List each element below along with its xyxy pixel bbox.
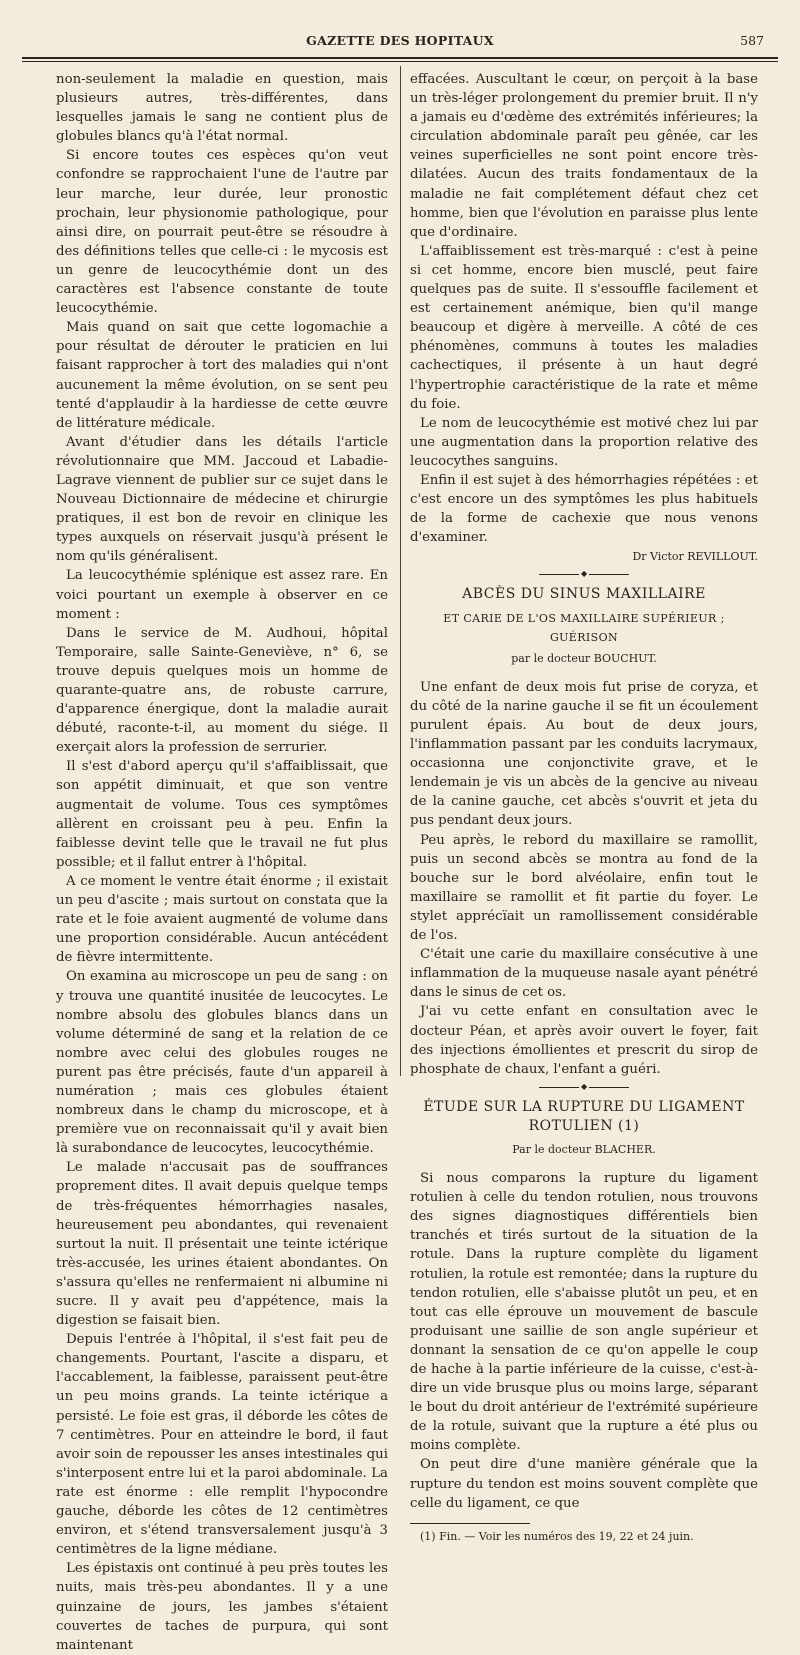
paragraph: Mais quand on sait que cette logomachie a pour résultat de dérouter le praticien en lui faisant rapprocher à tort des maladies qui n'ont aucunement la même évolution, on se sent peu tenté d'applaudir à la hardiesse de cette œuvre de littérature médicale. [56, 320, 388, 431]
author-signature: Dr Victor REVILLOUT. [632, 550, 758, 564]
article-separator [539, 1087, 629, 1088]
paragraph: Dans le service de M. Audhoui, hôpital Temporaire, salle Sainte-Geneviève, n° 6, se trouve depuis quelques mois un homme de quarante-quatre ans, de robuste carrure, d'apparence énergique, dont la maladie aurait débuté, raconte-t-il, au moment du siége. Il exerçait alors la profession de serrurier. [56, 625, 388, 756]
journal-title: GAZETTE DES HOPITAUX [306, 33, 494, 48]
paragraph: On peut dire d'une manière générale que la rupture du tendon est moins souvent complète que celle du ligament, ce que [410, 1457, 758, 1511]
paragraph: Depuis l'entrée à l'hôpital, il s'est fait peu de changements. Pourtant, l'ascite a disparu, et l'accablement, la faiblesse, paraissent peut-être un peu moins grands. La teinte ictérique a persisté. Le foie est gras, il déborde les côtes de 7 centimètres. Pour en atteindre le bord, il faut avoir soin de repousser les anses intestinales qui s'interposent entre lui et la paroi abdominale. La rate est énorme : elle remplit l'hypocondre gauche, déborde les côtes de 12 centimètres environ, et s'étend transversalement jusqu'à 3 centimètres de la ligne médiane. [56, 1332, 388, 1558]
article-subtitle: ET CARIE DE L'OS MAXILLAIRE SUPÉRIEUR ; GUÉRISON [443, 611, 725, 644]
paragraph: Si nous comparons la rupture du ligament rotulien à celle du tendon rotulien, nous trouvons des signes diagnostiques différentiels bien tranchés et tirés surtout de la situation de la rotule. Dans la rupture complète du ligament rotulien, la rotule est remontée; dans la rupture du tendon rotulien, elle s'abaisse plutôt un peu, et en tout cas elle éprouve un mouvement de bascule produisant une saillie de son angle supérieur et donnant la sensation de ce qu'on appelle le coup de hache à la partie inférieure de la cuisse, c'est-à-dire un vide brusque plus ou moins large, séparant le bout du droit antérieur de l'extrémité supérieure de la rotule, suivant que la rupture a été plus ou moins complète. [410, 1171, 758, 1454]
paragraph: J'ai vu cette enfant en consultation avec le docteur Péan, et après avoir ouvert le foyer, fait des injections émollientes et prescrit du sirop de phosphate de chaux, l'enfant a guéri. [410, 1004, 758, 1077]
column-divider [400, 66, 401, 1076]
paragraph: C'était une carie du maxillaire consécutive à une inflammation de la muqueuse nasale ayant pénétré dans le sinus de cet os. [410, 947, 758, 1001]
article-title: ÉTUDE SUR LA RUPTURE DU LIGAMENT ROTULIEN (1) [423, 1098, 745, 1134]
paragraph: La leucocythémie splénique est assez rare. En voici pourtant un exemple à observer en ce moment : [56, 568, 388, 622]
page-header [20, 33, 780, 55]
paragraph: Avant d'étudier dans les détails l'article révolutionnaire que MM. Jaccoud et Labadie-Lagrave viennent de publier sur ce sujet dans le Nouveau Dictionnaire de médecine et chirurgie pratiques, il est bon de revoir en clinique les types auxquels on réservait jusqu'à présent le nom qu'ils généralisent. [56, 434, 388, 565]
paragraph: Il s'est d'abord aperçu qu'il s'affaiblissait, que son appétit diminuait, et que son ventre augmentait de volume. Tous ces symptômes allèrent en croissant peu à peu. Enfin la faiblesse devint telle que le travail ne fut plus possible; et il fallut entrer à l'hôpital. [56, 759, 388, 870]
paragraph: Si encore toutes ces espèces qu'on veut confondre se rapprochaient l'une de l'autre par leur marche, leur durée, leur pronostic prochain, leur physionomie pathologique, pour ainsi dire, on pourrait peut-être se résoudre à des définitions telles que celle-ci : le mycosis est un genre de leucocythémie dont un des caractères est l'absence constante de toute leucocythémie. [56, 148, 388, 317]
paragraph: Enfin il est sujet à des hémorrhagies répétées : et c'est encore un des symptômes les plus habituels de la forme de cachexie que nous venons d'examiner. [410, 472, 758, 546]
paragraph: On examina au microscope un peu de sang : on y trouva une quantité inusitée de leucocytes. Le nombre absolu des globules blancs dans un volume déterminé de sang et la relation de ce nombre avec celui des globules rouges ne purent pas être précisés, faute d'un appareil à numération ; mais ces globules étaient nombreux dans le champ du microscope, et à première vue on reconnaissait qu'il y avait bien là surabondance de leucocytes, leucocythémie. [56, 969, 388, 1157]
paragraph: L'affaiblissement est très-marqué : c'est à peine si cet homme, encore bien musclé, peut faire quelques pas de suite. Il s'essouffle facilement et est certainement anémique, bien qu'il mange beaucoup et digère à merveille. A côté de ces phénomènes, communs à toutes les maladies cachectiques, il présente à un haut degré l'hypertrophie caractéristique de la rate et même du foie. [410, 243, 758, 412]
paragraph: Les épistaxis ont continué à peu près toutes les nuits, mais très-peu abondantes. Il y a une quinzaine de jours, les jambes s'étaient couvertes de taches de purpura, qui sont maintenant [56, 1561, 388, 1653]
header-rule-thin [22, 61, 778, 62]
header-rule [22, 57, 778, 59]
paragraph: A ce moment le ventre était énorme ; il existait un peu d'ascite ; mais surtout on constata que la rate et le foie avaient augmenté de volume dans une proportion considérable. Aucun antécédent de fièvre intermittente. [56, 873, 388, 966]
paragraph: Le nom de leucocythémie est motivé chez lui par une augmentation dans la proportion relative des leucocythes sanguins. [410, 415, 758, 469]
article-separator [539, 574, 629, 575]
article-title: ABCÈS DU SINUS MAXILLAIRE [462, 586, 706, 603]
paragraph: Une enfant de deux mois fut prise de coryza, et du côté de la narine gauche il se fit un écoulement purulent épais. Au bout de deux jours, l'inflammation passant par les conduits lacrymaux, occasionna une conjonctivite grave, et le lendemain je vis un abcès de la gencive au niveau de la canine gauche, cet abcès s'ouvrit et jeta du pus pendant deux jours. [410, 679, 758, 829]
paragraph: Peu après, le rebord du maxillaire se ramollit, puis un second abcès se montra au fond de la bouche sur le bord alvéolaire, enfin tout le maxillaire se ramollit et fit partie du foyer. Le stylet apprécïait un ramollissement considérable de l'os. [410, 832, 758, 944]
footnote: (1) Fin. — Voir les numéros des 19, 22 et 24 juin. [420, 1529, 694, 1543]
right-column [410, 70, 758, 1544]
paragraph: Le malade n'accusait pas de souffrances proprement dites. Il avait depuis quelque temps de très-fréquentes hémorrhagies nasales, heureusement peu abondantes, qui revenaient surtout la nuit. Il présentait une teinte ictérique très-accusée, les urines étaient abondantes. On s'assura qu'elles ne renfermaient ni albumine ni sucre. Il y avait peu d'appétence, mais la digestion se faisait bien. [56, 1160, 388, 1329]
left-column [56, 70, 388, 1655]
article-author: par le docteur BOUCHUT. [511, 651, 657, 665]
footnote-rule [410, 1523, 530, 1524]
page-number: 587 [740, 33, 764, 48]
paragraph: effacées. Auscultant le cœur, on perçoit à la base un très-léger prolongement du premier bruit. Il n'y a jamais eu d'œdème des extrémités inférieures; la circulation abdominale paraît peu gênée, car les veines superficielles ne sont point encore très-dilatées. Aucun des traits fondamentaux de la maladie ne fait complétement défaut chez cet homme, bien que l'évolution en paraisse plus lente que d'ordinaire. [410, 72, 758, 240]
article-author: Par le docteur BLACHER. [512, 1142, 656, 1156]
paragraph: non-seulement la maladie en question, mais plusieurs autres, très-différentes, dans lesquelles jamais le sang ne contient plus de globules blancs qu'à l'état normal. [56, 72, 388, 145]
